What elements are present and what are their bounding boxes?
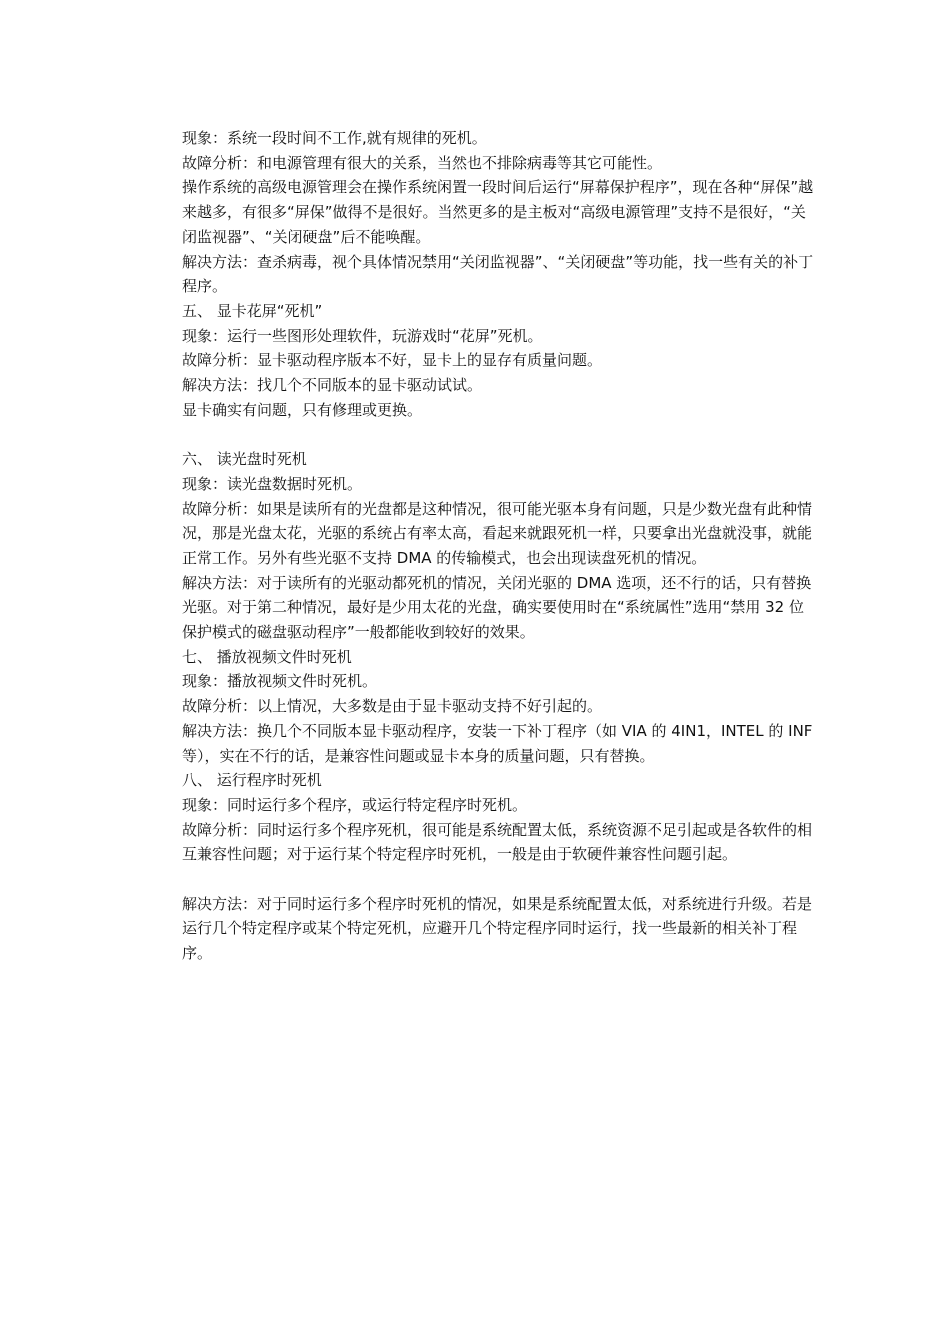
paragraph: 现象：读光盘数据时死机。 [182, 474, 363, 493]
paragraph: 故障分析：显卡驱动程序版本不好，显卡上的显存有质量问题。 [182, 351, 603, 370]
paragraph: 现象：同时运行多个程序，或运行特定程序时死机。 [182, 795, 528, 814]
paragraph: 现象：运行一些图形处理软件，玩游戏时“花屏”死机。 [182, 326, 543, 345]
paragraph: 解决方法：查杀病毒，视个具体情况禁用“关闭监视器”、“关闭硬盘”等功能，找一些有关的补丁程序。 [182, 252, 814, 296]
paragraph: 解决方法：找几个不同版本的显卡驱动试试。 [182, 376, 483, 395]
section-heading: 七、 播放视频文件时死机 [182, 647, 352, 666]
section-heading: 八、 运行程序时死机 [182, 771, 322, 790]
paragraph: 故障分析：同时运行多个程序死机，很可能是系统配置太低，系统资源不足引起或是各软件的相互兼容性问题；对于运行某个特定程序时死机，一般是由于软硬件兼容性问题引起。 [182, 820, 813, 864]
section-heading: 五、 显卡花屏“死机” [182, 301, 323, 320]
document-body [182, 126, 814, 966]
paragraph: 操作系统的高级电源管理会在操作系统闲置一段时间后运行“屏幕保护程序”，现在各种“屏保”越来越多，有很多“屏保”做得不是很好。当然更多的是主板对“高级电源管理”支持不是很好，“关闭监视器”、“关闭硬盘”后不能唤醒。 [182, 178, 814, 246]
paragraph: 现象：播放视频文件时死机。 [182, 672, 378, 691]
section-heading: 六、 读光盘时死机 [182, 450, 307, 469]
paragraph: 显卡确实有问题，只有修理或更换。 [182, 400, 423, 419]
paragraph: 现象：系统一段时间不工作,就有规律的死机。 [182, 129, 487, 147]
paragraph: 故障分析：如果是读所有的光盘都是这种情况，很可能光驱本身有问题，只是少数光盘有此种情况，那是光盘太花，光驱的系统占有率太高，看起来就跟死机一样，只要拿出光盘就没事，就能正常工作。另外有些光驱不支持 DMA 的传输模式，也会出现读盘死机的情况。 [182, 499, 813, 567]
paragraph: 解决方法：对于同时运行多个程序时死机的情况，如果是系统配置太低，对系统进行升级。若是运行几个特定程序或某个特定死机，应避开几个特定程序同时运行，找一些最新的相关补丁程序。 [182, 894, 813, 963]
paragraph: 故障分析：以上情况，大多数是由于显卡驱动支持不好引起的。 [182, 697, 603, 716]
blank-line [182, 867, 814, 892]
paragraph: 故障分析：和电源管理有很大的关系，当然也不排除病毒等其它可能性。 [182, 153, 663, 172]
paragraph: 解决方法：换几个不同版本显卡驱动程序，安装一下补丁程序（如 VIA 的 4IN1，INTEL 的 INF 等），实在不行的话，是兼容性问题或显卡本身的质量问题，只有替换。 [182, 721, 813, 765]
blank-line [182, 422, 814, 447]
paragraph: 解决方法：对于读所有的光驱动都死机的情况，关闭光驱的 DMA 选项，还不行的话，只有替换光驱。对于第二种情况，最好是少用太花的光盘，确实要使用时在“系统属性”选用“禁用 32 位保护模式的磁盘驱动程序”一般都能收到较好的效果。 [182, 573, 812, 642]
